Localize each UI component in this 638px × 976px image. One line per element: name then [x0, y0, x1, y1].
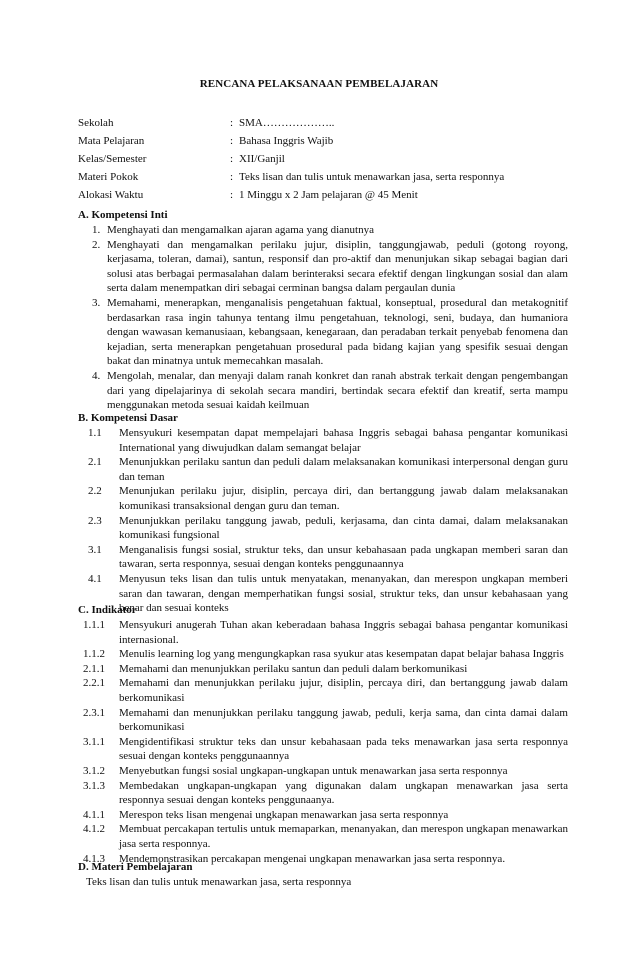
- list-item: [78, 514, 568, 543]
- info-label: Sekolah: [78, 117, 114, 129]
- section-heading: D. Materi Pembelajaran: [78, 861, 193, 873]
- item-number: 2.2.1: [83, 677, 105, 690]
- item-text: Menghayati dan mengamalkan perilaku jujur, disiplin, tanggungjawab, peduli (gotong royong, kerjasama, toleran, damai), santun, responsif dan pro-aktif dan menunjukan sikap sebagai bagian dari solusi atas berbagai permasalahan dalam berinteraksi secara efektif dengan lingkungan sosial dan alam serta dalam menempatkan diri sebagai cerminan bangsa dalam pergaulan dunia: [107, 238, 568, 295]
- item-text: Menunjukkan perilaku tanggung jawab, peduli, kerjasama, dan cinta damai, dalam melaksanakan komunikasi fungsional: [119, 514, 568, 542]
- list-item: [78, 369, 568, 413]
- list-item: [78, 662, 568, 677]
- list-item: [78, 735, 568, 764]
- item-number: 4.1.1: [83, 808, 105, 821]
- item-number: 3.1.1: [83, 735, 105, 748]
- info-label: Kelas/Semester: [78, 153, 147, 165]
- item-text: Merespon teks lisan mengenai ungkapan menawarkan jasa serta responnya: [119, 808, 449, 821]
- info-row-mata-pelajaran: [78, 132, 578, 150]
- section-heading: B. Kompetensi Dasar: [78, 412, 178, 424]
- list-item: [78, 779, 568, 808]
- item-number: 1.1.2: [83, 648, 105, 661]
- list-item: [78, 223, 568, 238]
- info-separator: :: [230, 153, 234, 165]
- item-text: Mengolah, menalar, dan menyaji dalam ranah konkret dan ranah abstrak terkait dengan pengembangan dari yang dipelajarinya di sekolah secara mandiri, bertindak secara efektif dan kreatif, serta mampu menggunakan metoda sesuai kaidah keilmuan: [107, 369, 568, 412]
- section-indikator: [78, 603, 568, 866]
- item-number: 2.: [92, 238, 101, 251]
- list-item: [78, 808, 568, 823]
- info-value: Bahasa Inggris Wajib: [239, 135, 334, 147]
- list-item: [78, 426, 568, 455]
- item-number: 3.: [92, 296, 101, 309]
- item-text: Membedakan ungkapan-ungkapan yang digunakan dalam ungkapan menawarkan jasa serta responnya sesuai dengan konteks penggunaanya.: [119, 779, 568, 807]
- item-number: 2.1: [88, 456, 102, 469]
- item-text: Menyebutkan fungsi sosial ungkapan-ungkapan untuk menawarkan jasa serta responnya: [119, 764, 508, 777]
- item-text: Memahami dan menunjukkan perilaku santun dan peduli dalam berkomunikasi: [119, 662, 468, 675]
- item-text: Menunjukan perilaku jujur, disiplin, percaya diri, dan bertanggung jawab dalam melaksanakan komunikasi transaksional dengan guru dan teman.: [119, 485, 568, 512]
- list-item: [78, 543, 568, 572]
- item-number: 2.3.1: [83, 706, 105, 719]
- item-text: Menyusun teks lisan dan tulis untuk menyatakan, menanyakan, dan merespon ungkapan memberi saran dan tawaran, dengan memperhatikan fungsi sosial, struktur teks, dan unsur kebahasaan yang benar dan sesuai konteks: [119, 572, 568, 615]
- item-text: Mensyukuri anugerah Tuhan akan keberadaan bahasa Inggris sebagai bahasa pengantar komunikasi internasional.: [119, 619, 568, 646]
- info-value: XII/Ganjil: [239, 153, 285, 165]
- list-item: [78, 822, 568, 851]
- info-table: [78, 114, 578, 204]
- list-item: [78, 676, 568, 705]
- section-paragraph: Teks lisan dan tulis untuk menawarkan jasa, serta responnya: [86, 876, 352, 888]
- item-number: 3.1.3: [83, 779, 105, 792]
- info-label: Alokasi Waktu: [78, 189, 144, 201]
- item-number: 4.: [92, 369, 101, 382]
- section-kompetensi-inti: [78, 208, 568, 413]
- item-number: 1.1: [88, 427, 102, 439]
- item-number: 3.1: [88, 543, 102, 556]
- item-number: 4.1.3: [83, 852, 105, 865]
- list-item: [78, 238, 568, 296]
- info-row-sekolah: [78, 114, 578, 132]
- item-text: Menulis learning log yang mengungkapkan rasa syukur atas kesempatan dapat belajar bahasa Inggris: [119, 648, 564, 661]
- item-text: Menghayati dan mengamalkan ajaran agama yang dianutnya: [107, 224, 374, 236]
- item-number: 2.2: [88, 485, 102, 498]
- info-label: Materi Pokok: [78, 171, 139, 183]
- info-separator: :: [230, 135, 234, 147]
- section-heading: A. Kompetensi Inti: [78, 209, 168, 221]
- info-value: Teks lisan dan tulis untuk menawarkan jasa, serta responnya: [239, 171, 505, 183]
- info-separator: :: [230, 189, 234, 201]
- item-number: 2.3: [88, 514, 102, 527]
- info-value: SMA………………..: [239, 117, 335, 129]
- item-text: Memahami dan menunjukkan perilaku tanggung jawab, peduli, kerja sama, dan cinta damai dalam berkomunikasi: [119, 706, 568, 734]
- item-number: 4.1.2: [83, 823, 105, 836]
- list-item: [78, 296, 568, 369]
- info-row-kelas-semester: [78, 150, 578, 168]
- info-separator: :: [230, 171, 234, 183]
- item-text: Mensyukuri kesempatan dapat mempelajari bahasa Inggris sebagai bahasa pengantar komunikasi International yang diwujudkan dalam semangat belajar: [119, 427, 568, 454]
- list-item: [78, 706, 568, 735]
- section-materi-pembelajaran: [78, 860, 568, 890]
- item-text: Memahami, menerapkan, menganalisis pengetahuan faktual, konseptual, prosedural dan metakognitif berdasarkan rasa ingin tahunya tentang ilmu pengetahuan, teknologi, seni, budaya, dan humaniora dengan wawasan kemanusiaan, kebangsaan, kenegaraan, dan peradaban terkait penyebab fenomena dan kejadian, serta menerapkan pengetahuan prosedural pada bidang kajian yang spesifik sesuai dengan bakat dan minatnya untuk memecahkan masalah.: [107, 296, 568, 368]
- info-row-alokasi-waktu: [78, 186, 578, 204]
- info-value: 1 Minggu x 2 Jam pelajaran @ 45 Menit: [239, 189, 418, 201]
- list-item: [78, 764, 568, 779]
- info-row-materi-pokok: [78, 168, 578, 186]
- item-text: Membuat percakapan tertulis untuk memaparkan, menanyakan, dan merespon ungkapan menawarkan jasa serta responnya.: [119, 823, 568, 850]
- list-item: [78, 484, 568, 513]
- section-kompetensi-dasar: [78, 411, 568, 616]
- item-number: 2.1.1: [83, 662, 105, 675]
- item-number: 1.: [92, 224, 101, 236]
- item-number: 3.1.2: [83, 764, 105, 777]
- info-label: Mata Pelajaran: [78, 135, 145, 147]
- item-text: Memahami dan menunjukkan perilaku jujur, disiplin, percaya diri, dan bertanggung jawab dalam berkomunikasi: [119, 677, 568, 704]
- list-item: [78, 618, 568, 647]
- list-item: [78, 647, 568, 662]
- item-text: Mendemonstrasikan percakapan mengenai ungkapan menawarkan jasa serta responnya.: [119, 852, 506, 865]
- document-title: RENCANA PELAKSANAAN PEMBELAJARAN: [199, 78, 439, 90]
- section-heading: C. Indikator: [78, 604, 137, 616]
- item-text: Menunjukkan perilaku santun dan peduli dalam melaksanakan komunikasi interpersonal dengan guru dan teman: [119, 456, 568, 483]
- info-separator: :: [230, 117, 234, 129]
- item-number: 4.1: [88, 572, 102, 585]
- list-item: [78, 455, 568, 484]
- item-number: 1.1.1: [83, 619, 105, 631]
- item-text: Mengidentifikasi struktur teks dan unsur kebahasaan pada teks menawarkan jasa serta responnya sesuai dengan konteks penggunaannya: [119, 735, 568, 763]
- item-text: Menganalisis fungsi sosial, struktur teks, dan unsur kebahasaan pada ungkapan memberi saran dan tawaran, serta responnya, sesuai dengan konteks penggunaannya: [119, 543, 568, 571]
